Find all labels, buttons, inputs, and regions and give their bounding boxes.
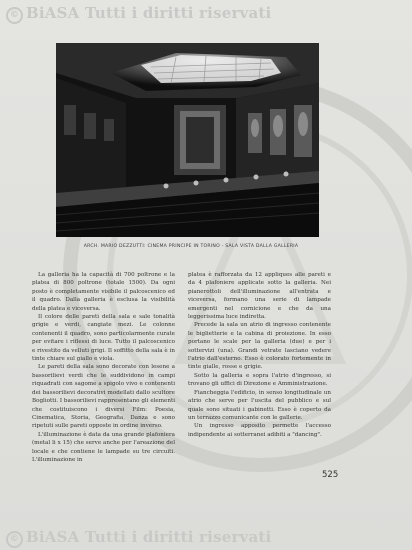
figure-caption: ARCH. MARIO DEZZUTTI: CINEMA PRINCIPE IN TORINO - SALA VISTA DALLA GALLERIA (83, 244, 299, 249)
paragraph: Sotto la galleria e sopra l'atrio d'ingresso, si trovano gli uffici di Direzione e Amministrazione. (188, 372, 331, 388)
copyright-icon: © (6, 7, 23, 24)
paragraph: Le pareti della sala sono decorate con lesene a bassorilievi verdi che le suddividono in campi riquadrati con sagome a spigolo vivo e contenenti dei bassorilievi decorativi modellati dallo scultore Bogliotti. I bassorilievi rappresentano gli elementi che costituiscono i diversi Film: Poesia, Cinematica, Storia, Geografia, Danza e sono ripetuti sulle pareti opposte in ordine inverso. (32, 364, 175, 430)
page-number: 525 (322, 470, 339, 480)
paragraph: L'illuminazione è data da una grande plafoniera (metal li x 15) che serve anche per l'areazione del locale e che contiene le lampade su tre circuiti. L'illuminazione in (32, 431, 175, 463)
watermark-bottom (6, 528, 271, 548)
paragraph: Fiancheggia l'edificio, in senso longitudinale un atrio che serve per l'uscita del pubblico e sul quale sono situati i gabinetti. Esso è coperto da un terrazzo comunicante con le gallerie. (188, 389, 331, 421)
paragraph: Il colore delle pareti della sala e sale tonalità grigie e verdi, cangiate mezi. Le colonne contenenti il quadro, sono particolarmente curate per evitare i riflessi di luce. Tutto il palcoscenico e rivestito da velluti grigi. Il soffitto della sala è in tinte chiare sul giallo e viola. (32, 314, 175, 363)
watermark-top-text: BiASA Tutti i diritti riservati (26, 4, 272, 22)
cinema-hall-photograph (56, 43, 319, 237)
paragraph: La galleria ha la capacità di 700 poltrone e la platea di 800 poltrone (totale 1500). Da ogni posto è completamente visibile il palcoscenico ed il quadro. Dalla galleria è esclusa la visibilità della platea e viceversa. (32, 272, 175, 312)
article-right-column (188, 271, 331, 439)
paragraph: platea è rafforzata da 12 appliques alle pareti e da 4 plafoniere applicate sotto la galleria. Nei pianerottoli dell'illuminazione all'entrata e viceversa, formano una serie di lampade emergenti nel cornicione e che da una leggerissima luce indiretta. (188, 272, 331, 321)
article-left-column (32, 271, 175, 464)
watermark-bottom-text: BiASA Tutti i diritti riservati (26, 528, 272, 546)
copyright-icon: © (6, 531, 23, 548)
paragraph: Un ingresso apposito permette l'accesso indipendente ai sotterranei adibiti a "dancing". (188, 423, 331, 438)
watermark-top (6, 4, 271, 24)
paragraph: Precede la sala un atrio di ingresso contenente le biglietterie e la cabina di proiezione. In esso portano le scale per la galleria (due) e per i sottervizi (una). Grandi vetrate lasciano vedere l'atrio dall'esterno. Esso è colorato fortemente in tinte gialle, rosse e grigie. (188, 322, 331, 371)
